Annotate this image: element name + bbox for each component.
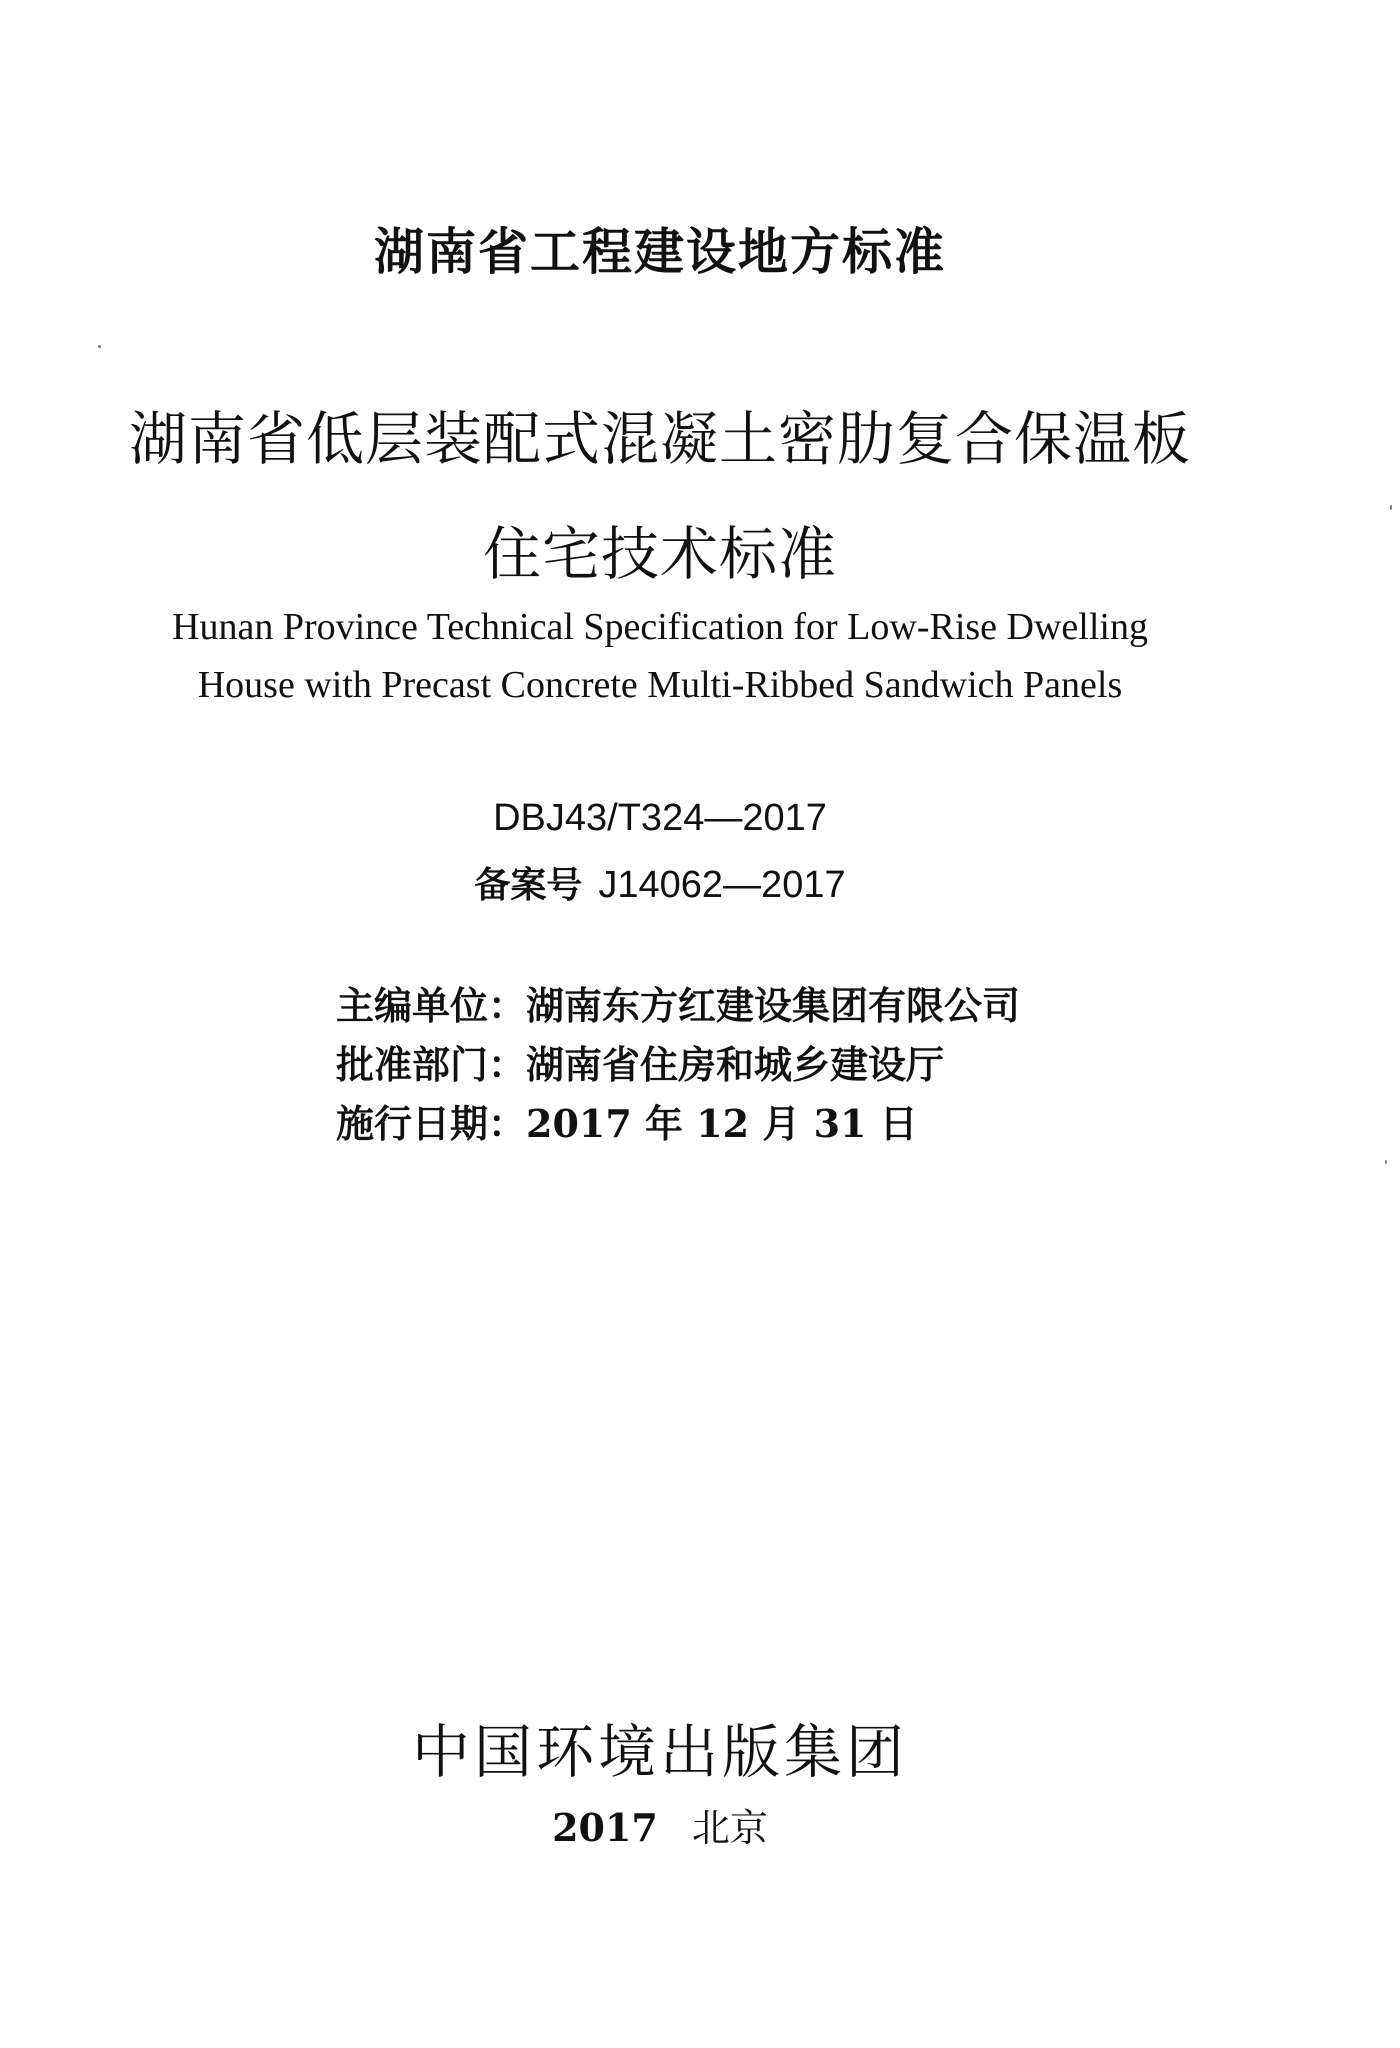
title-en-line-2: House with Precast Concrete Multi-Ribbed Sandwich Panels [197, 664, 1123, 706]
title-cn-line-1: 湖南省低层装配式混凝土密肋复合保温板 [128, 405, 1191, 473]
publisher: 中国环境出版集团 [411, 1718, 908, 1786]
title-en-line-1: Hunan Province Technical Specification for Low-Rise Dwelling [172, 606, 1148, 648]
scan-speck [1390, 505, 1392, 510]
date-label: 施行日期： [336, 1102, 527, 1146]
date-value: 2017 年 12 月 31 日 [526, 1101, 918, 1146]
record-number: J14062—2017 [598, 864, 846, 906]
imprint-year: 2017 [552, 1805, 658, 1850]
editor-label: 主编单位： [336, 984, 527, 1028]
scan-speck [98, 345, 101, 348]
imprint-city: 北京 [691, 1806, 768, 1850]
approver-label: 批准部门： [336, 1043, 527, 1087]
approver-value: 湖南省住房和城乡建设厅 [526, 1042, 945, 1087]
series-heading: 湖南省工程建设地方标准 [374, 223, 946, 281]
effective-date-line [336, 1093, 918, 1148]
record-label: 备案号 [474, 865, 583, 906]
record-number-line [0, 857, 1320, 908]
imprint-line [0, 1797, 1320, 1852]
approver-line [336, 1034, 944, 1089]
standard-code: DBJ43/T324—2017 [493, 797, 827, 839]
editor-value: 湖南东方红建设集团有限公司 [526, 983, 1021, 1028]
scan-speck [1385, 1160, 1387, 1164]
title-cn-line-2: 住宅技术标准 [482, 520, 837, 588]
editor-unit-line [336, 975, 1020, 1030]
